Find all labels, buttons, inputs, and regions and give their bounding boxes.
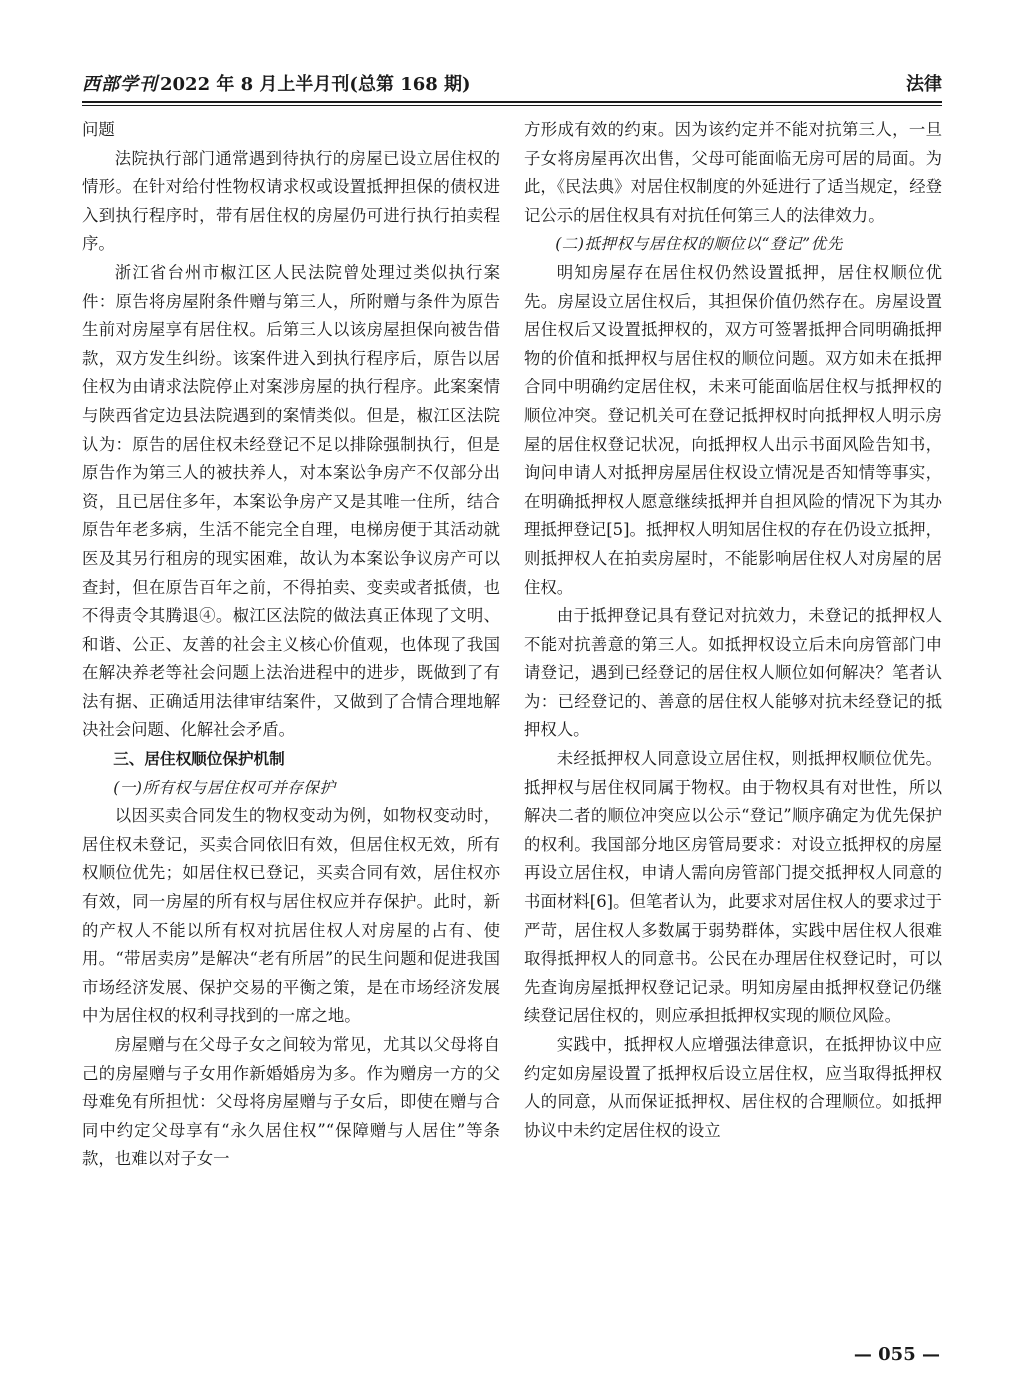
section-name: 法律: [906, 74, 942, 95]
journal-logo: 西部学刊: [82, 74, 158, 95]
header-rule: [82, 101, 942, 103]
paragraph: 未经抵押权人同意设立居住权，则抵押权顺位优先。抵押权与居住权同属于物权。由于物权具有对世性，所以解决二者的顺位冲突应以公示“登记”顺序确定为优先保护的权利。我国部分地区房管局要求：对设立抵押权的房屋再设立居住权，申请人需向房管部门提交抵押权人同意的书面材料[6]。但笔者认为，此要求对居住权人的要求过于严苛，居住权人多数属于弱势群体，实践中居住权人很难取得抵押权人的同意书。公民在办理居住权登记时，可以先查询房屋抵押权登记记录。明知房屋由抵押权登记仍继续登记居住权的，则应承担抵押权实现的顺位风险。: [524, 749, 942, 1026]
page-number: — 055 —: [853, 1344, 940, 1365]
left-column: [82, 116, 500, 1174]
journal-issue-line: [82, 72, 471, 98]
right-column: [524, 116, 942, 1145]
subsection-heading: (一)所有权与居住权可并存保护: [113, 778, 336, 797]
paragraph: 问题: [82, 120, 115, 139]
paragraph: 方形成有效的约束。因为该约定并不能对抗第三人，一旦子女将房屋再次出售，父母可能面临无房可居的局面。为此，《民法典》对居住权制度的外延进行了适当规定，经登记公示的居住权具有对抗任何第三人的法律效力。: [524, 120, 942, 225]
issue-info: 2022 年 8 月上半月刊(总第 168 期): [160, 74, 471, 95]
paragraph: 以因买卖合同发生的物权变动为例，如物权变动时，居住权未登记，买卖合同依旧有效，但居住权无效，所有权顺位优先；如居住权已登记，买卖合同有效，居住权亦有效，同一房屋的所有权与居住权应并存保护。此时，新的产权人不能以所有权对抗居住权人对房屋的占有、使用。“带居卖房”是解决“老有所居”的民生问题和促进我国市场经济发展、保护交易的平衡之策，是在市场经济发展中为居住权的权利寻找到的一席之地。: [82, 806, 500, 1026]
paragraph: 浙江省台州市椒江区人民法院曾处理过类似执行案件：原告将房屋附条件赠与第三人，所附赠与条件为原告生前对房屋享有居住权。后第三人以该房屋担保向被告借款，双方发生纠纷。该案件进入到执行程序后，原告以居住权为由请求法院停止对案涉房屋的执行程序。此案案情与陕西省定边县法院遇到的案情类似。但是，椒江区法院认为：原告的居住权未经登记不足以排除强制执行，但是原告作为第三人的被扶养人，对本案讼争房产不仅部分出资，且已居住多年，本案讼争房产又是其唯一住所，结合原告年老多病，生活不能完全自理，电梯房便于其活动就医及其另行租房的现实困难，故认为本案讼争议房产可以查封，但在原告百年之前，不得拍卖、变卖或者抵债，也不得责令其腾退④。椒江区法院的做法真正体现了文明、和谐、公正、友善的社会主义核心价值观，也体现了我国在解决养老等社会问题上法治进程中的进步，既做到了有法有据、正确适用法律审结案件，又做到了合情合理地解决社会问题、化解社会矛盾。: [82, 262, 500, 740]
running-header: [82, 72, 942, 98]
subsection-heading: (二)抵押权与居住权的顺位以“登记”优先: [555, 235, 843, 254]
paragraph: 实践中，抵押权人应增强法律意识，在抵押协议中应约定如房屋设置了抵押权后设立居住权，应当取得抵押权人的同意，从而保证抵押权、居住权的合理顺位。如抵押协议中未约定居住权的设立: [524, 1035, 942, 1140]
header-rule-thin: [82, 105, 942, 106]
paragraph: 房屋赠与在父母子女之间较为常见，尤其以父母将自己的房屋赠与子女用作新婚婚房为多。作为赠房一方的父母难免有所担忧：父母将房屋赠与子女后，即使在赠与合同中约定父母享有“永久居住权”“保障赠与人居住”等条款，也难以对子女一: [82, 1035, 500, 1169]
paragraph: 法院执行部门通常遇到待执行的房屋已设立居住权的情形。在针对给付性物权请求权或设置抵押担保的债权进入到执行程序时，带有居住权的房屋仍可进行执行拍卖程序。: [82, 148, 500, 254]
section-heading: 三、居住权顺位保护机制: [113, 750, 285, 769]
paragraph: 明知房屋存在居住权仍然设置抵押，居住权顺位优先。房屋设立居住权后，其担保价值仍然存在。房屋设置居住权后又设置抵押权的，双方可签署抵押合同明确抵押物的价值和抵押权与居住权的顺位问题。双方如未在抵押合同中明确约定居住权，未来可能面临居住权与抵押权的顺位冲突。登记机关可在登记抵押权时向抵押权人明示房屋的居住权登记状况，向抵押权人出示书面风险告知书，询问申请人对抵押房屋居住权设立情况是否知情等事实，在明确抵押权人愿意继续抵押并自担风险的情况下为其办理抵押登记[5]。抵押权人明知居住权的存在仍设立抵押，则抵押权人在拍卖房屋时，不能影响居住权人对房屋的居住权。: [524, 262, 942, 597]
paragraph: 由于抵押登记具有登记对抗效力，未登记的抵押权人不能对抗善意的第三人。如抵押权设立后未向房管部门申请登记，遇到已经登记的居住权人顺位如何解决？笔者认为：已经登记的、善意的居住权人能够对抗未经登记的抵押权人。: [524, 606, 942, 740]
